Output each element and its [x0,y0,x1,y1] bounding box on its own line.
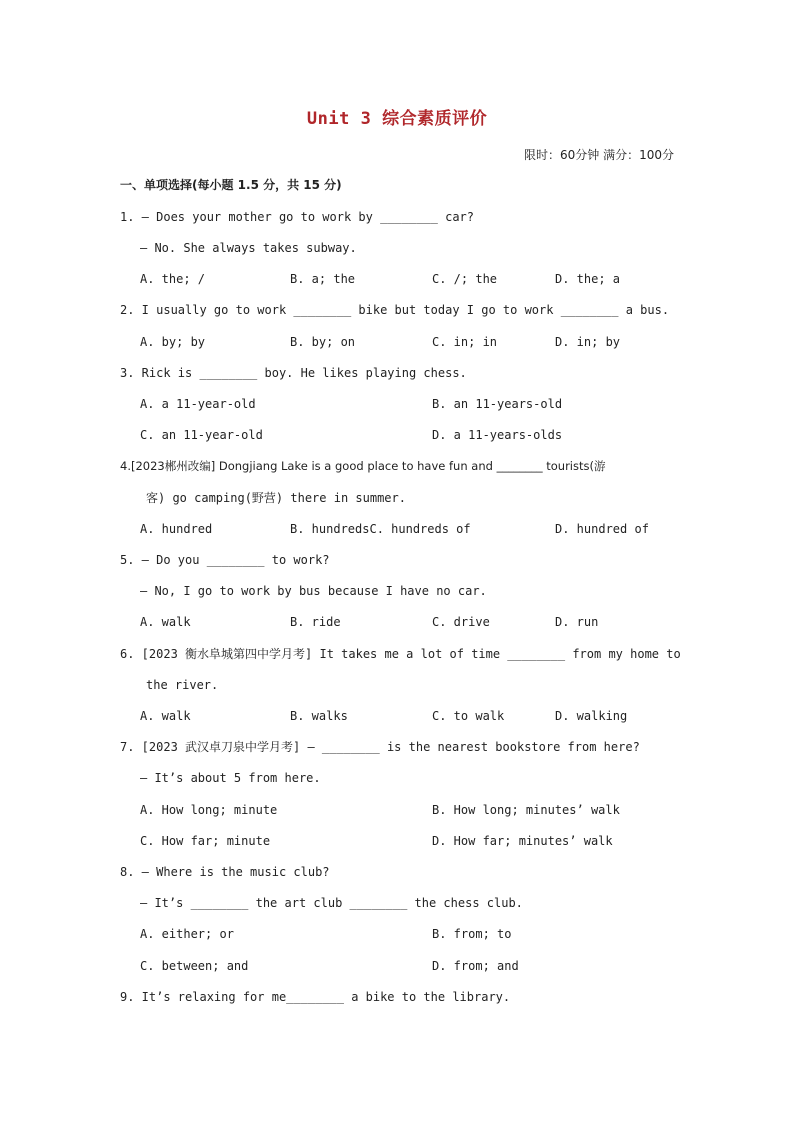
question-8-stem: 8. — Where is the music club? [120,865,330,879]
question-7-option-c: C. How far; minute [140,834,271,848]
question-5-option-b: B. ride [290,615,341,629]
question-2-stem: 2. I usually go to work ________ bike but today I go to work ________ a bus. [120,303,670,317]
question-4-stem-continued: 客) go camping(野营) there in summer. [146,491,406,505]
question-5-response: — No, I go to work by bus because I have no car. [140,584,487,598]
question-8-option-b: B. from; to [432,927,512,941]
question-8-option-a: A. either; or [140,927,234,941]
question-8-option-c: C. between; and [140,959,249,973]
question-5-option-d: D. run [555,615,599,629]
question-6-option-b: B. walks [290,709,348,723]
question-6-option-a: A. walk [140,709,191,723]
question-3-option-d: D. a 11-years-olds [432,428,563,442]
question-6-option-d: D. walking [555,709,628,723]
question-7-stem: 7. [2023 武汉卓刀泉中学月考] — ________ is the nearest bookstore from here? [120,740,640,754]
question-1-stem: 1. — Does your mother go to work by ________ car? [120,210,475,224]
question-3-option-a: A. a 11-year-old [140,397,256,411]
question-7-response: — It’s about 5 from here. [140,771,321,785]
question-1-option-a: A. the; / [140,272,206,286]
question-5-option-a: A. walk [140,615,191,629]
question-6-stem-continued: the river. [146,678,219,692]
question-4-option-bc: B. hundredsC. hundreds of [290,522,471,536]
question-2-option-d: D. in; by [555,335,621,349]
question-4-option-a: A. hundred [140,522,213,536]
question-1-option-b: B. a; the [290,272,356,286]
page-title: Unit 3 综合素质评价 [306,109,488,129]
question-5-stem: 5. — Do you ________ to work? [120,553,330,567]
question-1-option-c: C. /; the [432,272,498,286]
question-1-response: — No. She always takes subway. [140,241,357,255]
question-6-stem: 6. [2023 衡水阜城第四中学月考] It takes me a lot of time ________ from my home to [120,647,681,661]
question-2-option-b: B. by; on [290,335,356,349]
question-4-option-d: D. hundred of [555,522,649,536]
question-9-stem: 9. It’s relaxing for me________ a bike to the library. [120,990,511,1004]
question-7-option-a: A. How long; minute [140,803,278,817]
question-8-option-d: D. from; and [432,959,519,973]
question-3-stem: 3. Rick is ________ boy. He likes playing chess. [120,366,467,380]
question-7-option-d: D. How far; minutes’ walk [432,834,613,848]
question-4-stem: 4.[2023郴州改编] Dongjiang Lake is a good place to have fun and ________ tourists(游 [120,459,606,473]
question-6-option-c: C. to walk [432,709,505,723]
time-score-info: 限时：60分钟 满分：100分 [524,148,674,162]
question-1-option-d: D. the; a [555,272,621,286]
question-8-response: — It’s ________ the art club ________ the chess club. [140,896,523,910]
question-3-option-b: B. an 11-years-old [432,397,563,411]
question-3-option-c: C. an 11-year-old [140,428,263,442]
question-2-option-a: A. by; by [140,335,206,349]
question-5-option-c: C. drive [432,615,490,629]
question-2-option-c: C. in; in [432,335,498,349]
section-heading: 一、单项选择(每小题 1.5 分，共 15 分) [120,178,342,192]
question-7-option-b: B. How long; minutes’ walk [432,803,620,817]
